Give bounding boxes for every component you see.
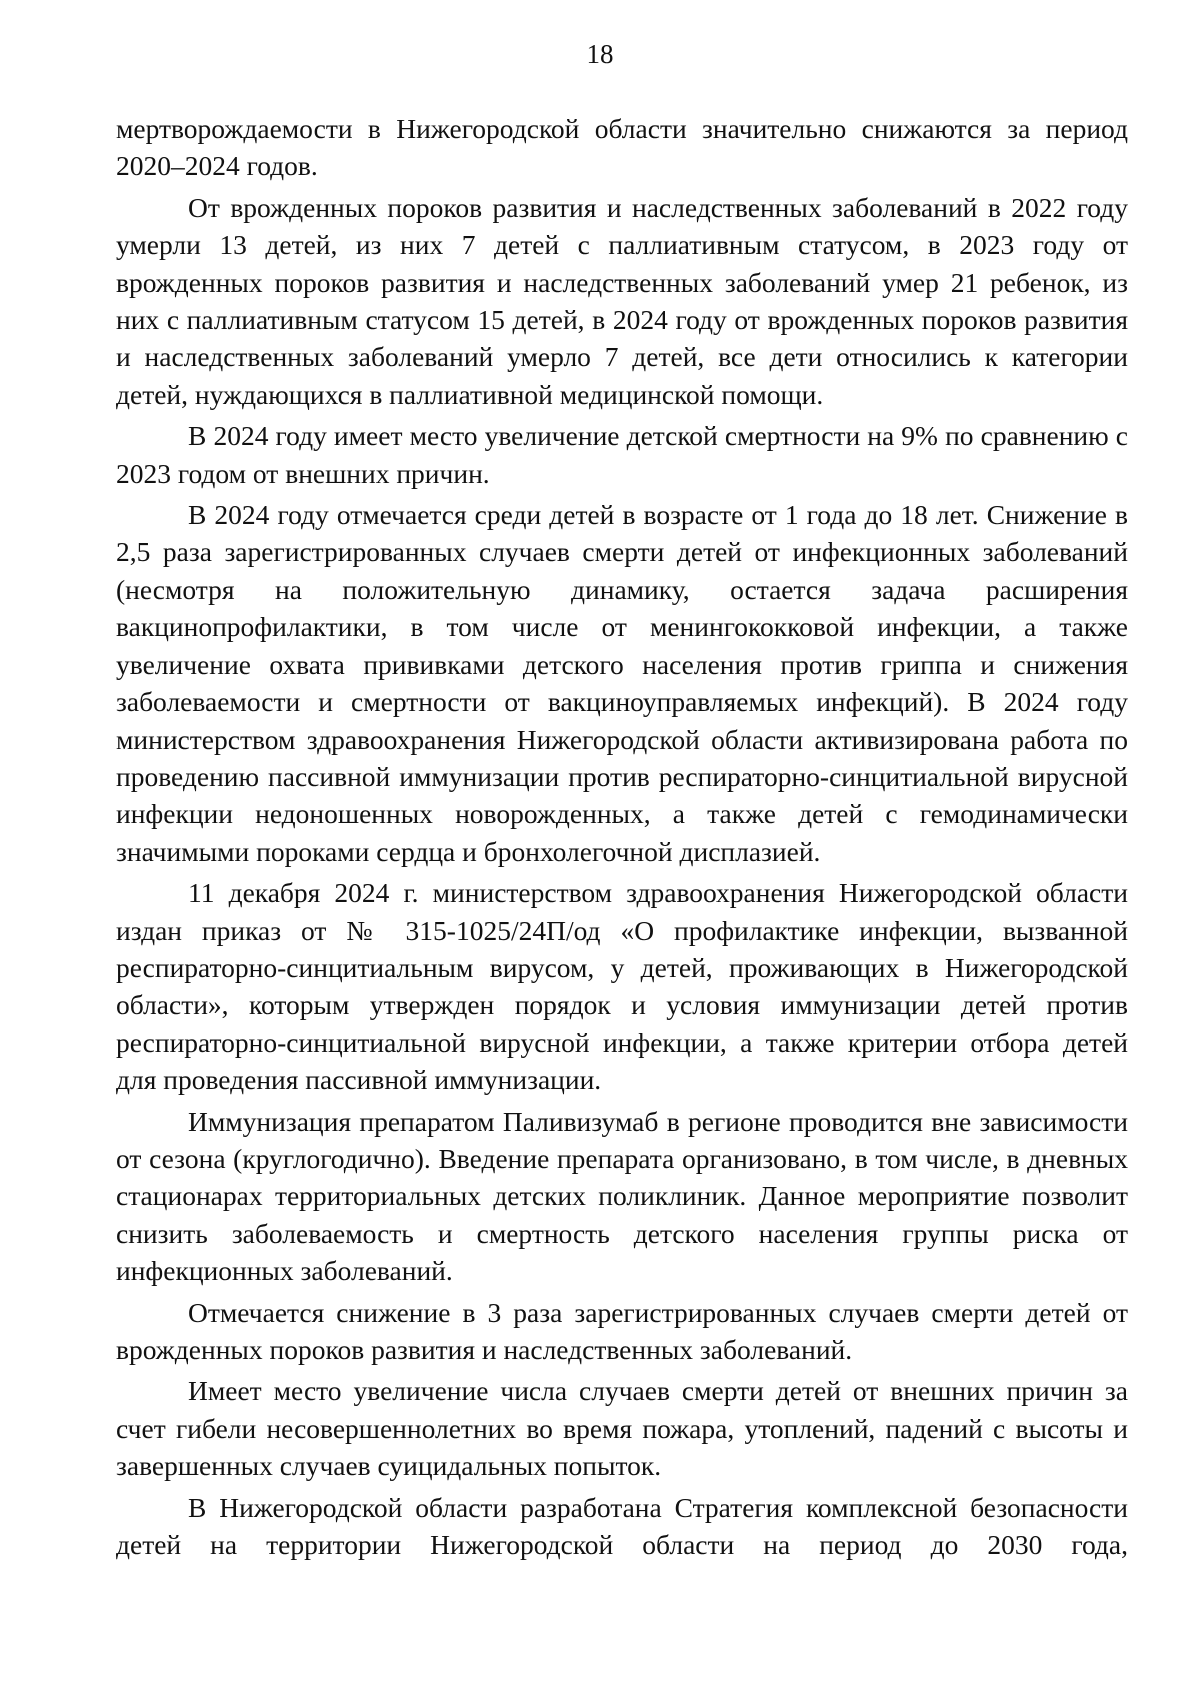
paragraph: От врожденных пороков развития и наследственных заболеваний в 2022 году умерли 13 детей, из них 7 детей с паллиативным статусом, в 2023 году от врожденных пороков развития и наследственных заболеваний умер 21 ребенок, из них с паллиативным статусом 15 детей, в 2024 году от врожденных пороков развития и наследственных заболеваний умерло 7 детей, все дети относились к категории детей, нуждающихся в паллиативной медицинской помощи. [116,191,1128,410]
paragraph: Имеет место увеличение числа случаев смерти детей от внешних причин за счет гибели несовершеннолетних во время пожара, утоплений, падений с высоты и завершенных случаев суицидальных попыток. [116,1375,1128,1482]
paragraph: В 2024 году имеет место увеличение детской смертности на 9% по сравнению с 2023 годом от внешних причин. [116,420,1128,489]
paragraph: Иммунизация препаратом Паливизумаб в регионе проводится вне зависимости от сезона (круглогодично). Введение препарата организовано, в том числе, в дневных стационарах территориальных детских поликлиник. Данное мероприятие позволит снизить заболеваемость и смертность детского населения группы риска от инфекционных заболеваний. [116,1105,1128,1287]
page-number: 18 [586,39,614,69]
paragraph: Отмечается снижение в 3 раза зарегистрированных случаев смерти детей от врожденных пороков развития и наследственных заболеваний. [116,1296,1128,1365]
paragraph: В 2024 году отмечается среди детей в возрасте от 1 года до 18 лет. Снижение в 2,5 раза зарегистрированных случаев смерти детей от инфекционных заболеваний (несмотря на положительную динамику, остается задача расширения вакцинопрофилактики, в том числе от менингококковой инфекции, а также увеличение охвата прививками детского населения против гриппа и снижения заболеваемости и смертности от вакциноуправляемых инфекций). В 2024 году министерством здравоохранения Нижегородской области активизирована работа по проведению пассивной иммунизации против респираторно-синцитиальной вирусной инфекции недоношенных новорожденных, а также детей с гемодинамически значимыми пороками сердца и бронхолегочной дисплазией. [116,499,1128,867]
paragraph-continuation: мертворождаемости в Нижегородской области значительно снижаются за период 2020–2024 годов. [116,113,1128,182]
document-body [116,110,1128,1567]
paragraph: 11 декабря 2024 г. министерством здравоохранения Нижегородской области издан приказ от № 315-1025/24П/од «О профилактике инфекции, вызванной респираторно-синцитиальным вирусом, у детей, проживающих в Нижегородской области», которым утвержден порядок и условия иммунизации детей против респираторно-синцитиальной вирусной инфекции, а также критерии отбора детей для проведения пассивной иммунизации. [116,877,1128,1096]
paragraph-continues-next-page: В Нижегородской области разработана Стратегия комплексной безопасности детей на территории Нижегородской области на период до 2030 года, [116,1491,1128,1561]
